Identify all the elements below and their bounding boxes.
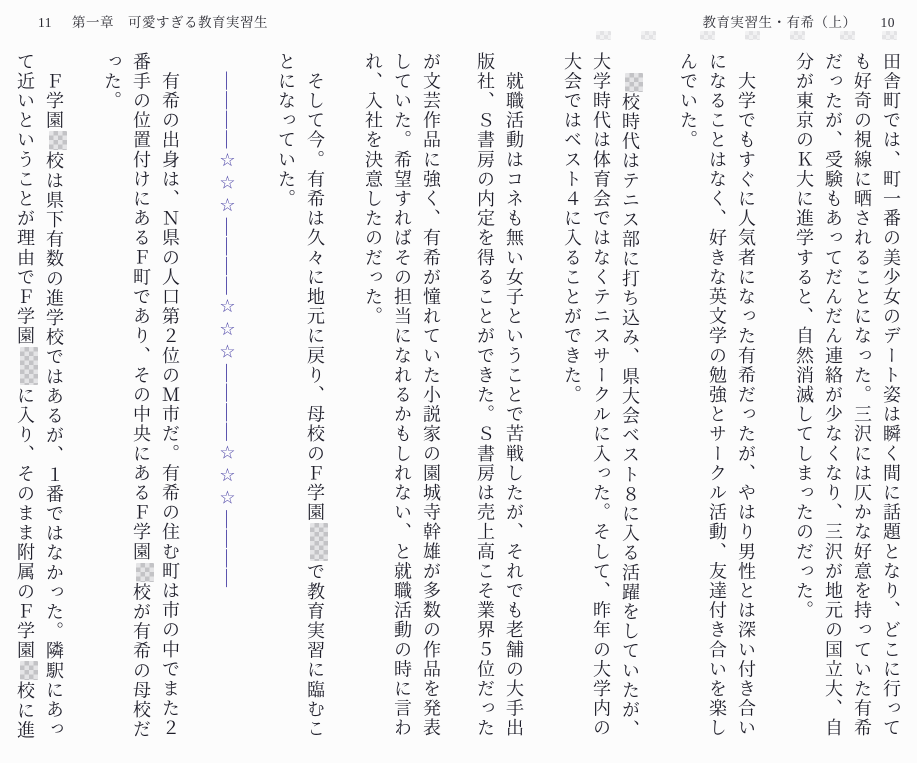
text-line: 就職活動はコネも無い女子ということで苦戦したが、それでも老舗の大手出 xyxy=(504,52,524,738)
censor-mosaic xyxy=(49,131,67,150)
page-11-text-area[interactable] xyxy=(10,52,445,760)
text-line: 大学時代は体育会ではなくテニスサークルに入った。そして、昨年の大学内の xyxy=(591,52,611,738)
text-line: していた。希望すればその担当になれるかもしれない、と就職活動の時に言わ xyxy=(392,52,412,738)
text-line: れ、入社を決意したのだった。 xyxy=(363,52,383,327)
blank-line xyxy=(184,52,213,760)
text-line: だったが、受験もあってだんだん連絡が少なくなり、三沢が地元の国立大、自 xyxy=(823,52,843,738)
censor-smudge xyxy=(641,31,656,40)
censor-mosaic xyxy=(136,563,154,582)
text-line: とになっていた。 xyxy=(276,52,296,209)
text-line: 分が東京のＫ大に進学すると、自然消滅してしまったのだった。 xyxy=(794,52,814,621)
text-line: て近いということが理由でＦ学園に入り、そのまま附属のＦ学園校に進 xyxy=(10,52,39,760)
text-line: 校時代はテニス部に打ち込み、県大会ベスト８に入る活躍をしていたが、 xyxy=(615,52,644,760)
header-left xyxy=(38,11,268,31)
page-10-text-area[interactable] xyxy=(470,52,905,760)
blank-line xyxy=(760,52,789,760)
blank-line xyxy=(528,52,557,760)
text-line: んでいた。 xyxy=(678,52,698,150)
chapter-heading: 第一章 可愛すぎる教育実習生 xyxy=(72,15,268,30)
blank-line xyxy=(644,52,673,760)
censor-smudge-row xyxy=(0,31,917,41)
text-line: そして今。有希は久々に地元に戻り、母校のＦ学園で教育実習に臨むこ xyxy=(300,52,329,760)
censor-smudge xyxy=(745,31,760,40)
censor-smudge xyxy=(840,31,855,40)
censor-mosaic xyxy=(625,73,643,92)
text-line: が文芸作品に強く、有希が憧れていた小説家の園城寺幹雄が多数の作品を発表 xyxy=(421,52,441,738)
page-spread xyxy=(0,52,917,760)
censor-mosaic xyxy=(20,661,38,680)
censor-smudge xyxy=(596,31,611,40)
blank-line xyxy=(329,52,358,760)
text-line: 番手の位置付けにあるＦ町であり、その中央にあるＦ学園校が有希の母校だ xyxy=(126,52,155,760)
censor-mosaic xyxy=(20,347,38,385)
censor-smudge xyxy=(790,31,805,40)
left-page-number: 11 xyxy=(38,15,52,30)
censor-mosaic xyxy=(310,523,328,561)
text-line: 大学でもすぐに人気者になった有希だったが、やはり男性とは深い付き合い xyxy=(736,52,756,738)
text-line: 有希の出身は、Ｎ県の人口第２位のＭ市だ。有希の住む町は市の中でまた２ xyxy=(160,52,180,738)
text-line: 大会ではベスト４に入ることができた。 xyxy=(562,52,582,405)
text-line: った。 xyxy=(102,52,122,111)
book-title: 教育実習生・有希（上） xyxy=(702,15,857,30)
header-right xyxy=(703,11,896,31)
running-header xyxy=(0,11,917,31)
text-line: も好奇の視線に晒されることになった。三沢には仄かな好意を持っていた有希 xyxy=(852,52,872,738)
censor-smudge xyxy=(700,31,715,40)
censor-smudge xyxy=(882,31,897,40)
scene-divider: ――――☆☆☆――――☆☆☆――――☆☆☆―――― xyxy=(218,52,238,589)
text-line: 田舎町では、町一番の美少女のデート姿は瞬く間に話題となり、どこに行って xyxy=(881,52,901,738)
blank-line xyxy=(68,52,97,760)
right-page-number: 10 xyxy=(880,15,895,30)
text-line: になることはなく、好きな英文学の勉強とサークル活動、友達付き合いを楽し xyxy=(707,52,727,738)
text-line: 版社、Ｓ書房の内定を得ることができた。Ｓ書房は売上高こそ業界５位だった xyxy=(475,52,495,738)
text-line: Ｆ学園校は県下有数の進学校ではあるが、１番ではなかった。隣駅にあっ xyxy=(39,52,68,760)
blank-line xyxy=(242,52,271,760)
